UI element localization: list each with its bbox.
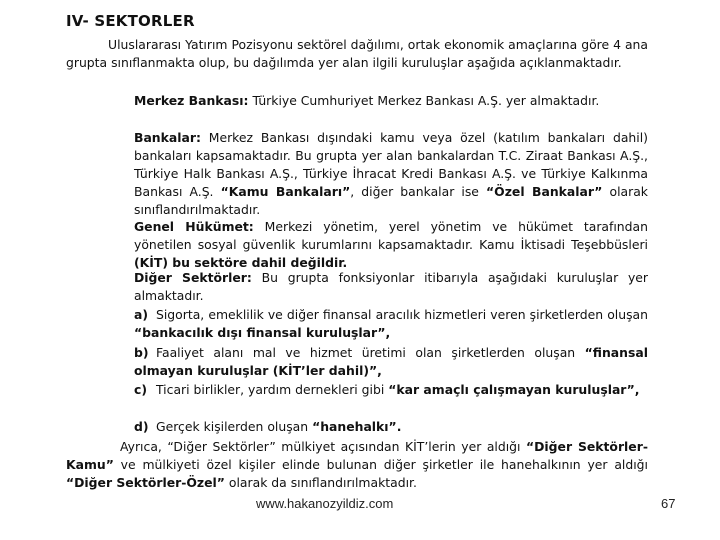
diger-sektorler-kamu-term: “Diğer Sektörler-Kamu”: [66, 439, 648, 472]
intro-paragraph: Uluslararası Yatırım Pozisyonu sektörel dağılımı, ortak ekonomik amaçlarına göre 4 ana grupta sınıflanmakta olup, bu dağılımda yer alan ilgili kuruluşlar aşağıda açıklanmaktadır.: [66, 37, 648, 70]
list-bold-b: “finansal olmayan kuruluşlar (KİT’ler dahil)”,: [134, 345, 648, 378]
list-item-c: [134, 381, 648, 399]
list-label-d: d): [134, 419, 149, 434]
closing-text-2: ve mülkiyeti özel kişiler elinde bulunan diğer şirketler ile hanehalkının yer aldığı: [120, 457, 648, 472]
list-label-c: c): [134, 382, 148, 397]
merkez-bankasi-text: Türkiye Cumhuriyet Merkez Bankası A.Ş. yer almaktadır.: [252, 93, 600, 108]
list-text-c: Ticari birlikler, yardım dernekleri gibi: [156, 382, 385, 397]
diger-sektorler-ozel-term: “Diğer Sektörler-Özel”: [66, 475, 225, 490]
genel-hukumet-text: Merkezi yönetim, yerel yönetim ve hükümet tarafından yönetilen sosyal güvenlik kurumlarını kapsamaktadır. Kamu İktisadi Teşebbüsleri: [134, 219, 648, 252]
list-bold-d: “hanehalkı”.: [312, 419, 402, 434]
list-item-b: [134, 344, 648, 380]
list-text-d: Gerçek kişilerden oluşan: [156, 419, 309, 434]
list-bold-c: “kar amaçlı çalışmayan kuruluşlar”,: [388, 382, 640, 397]
list-item-a: [134, 306, 648, 342]
list-item-d: [134, 418, 648, 436]
diger-sektorler-paragraph: [134, 269, 648, 305]
list-text-b: Faaliyet alanı mal ve hizmet üretimi olan şirketlerden oluşan: [156, 345, 576, 360]
bankalar-paragraph: [134, 129, 648, 219]
list-label-a: a): [134, 307, 149, 322]
list-label-b: b): [134, 345, 149, 360]
page-number: 67: [661, 496, 676, 511]
bankalar-text-2: , diğer bankalar ise: [350, 184, 479, 199]
ozel-bankalar-term: “Özel Bankalar”: [486, 184, 603, 199]
section-title: IV- SEKTORLER: [66, 12, 195, 30]
diger-sektorler-text: Bu grupta fonksiyonlar itibarıyla aşağıdaki kuruluşlar yer almaktadır.: [134, 270, 648, 303]
kit-note: (KİT) bu sektöre dahil değildir.: [134, 255, 348, 270]
bankalar-heading: Bankalar:: [134, 130, 201, 145]
kamu-bankalari-term: “Kamu Bankaları”: [220, 184, 351, 199]
genel-hukumet-heading: Genel Hükümet:: [134, 219, 254, 234]
merkez-bankasi-heading: Merkez Bankası:: [134, 93, 249, 108]
genel-hukumet-paragraph: [134, 218, 648, 272]
bankalar-text-3: olarak sınıflandırılmaktadır.: [134, 184, 648, 217]
diger-sektorler-heading: Diğer Sektörler:: [134, 270, 252, 285]
closing-text-1: Ayrıca, “Diğer Sektörler” mülkiyet açısından KİT’lerin yer aldığı: [120, 439, 521, 454]
list-bold-a: “bankacılık dışı finansal kuruluşlar”,: [134, 325, 391, 340]
closing-text-3: olarak da sınıflandırılmaktadır.: [228, 475, 417, 490]
merkez-bankasi-paragraph: [134, 92, 648, 110]
closing-paragraph: [66, 438, 648, 492]
bankalar-text: Merkez Bankası dışındaki kamu veya özel (katılım bankaları dahil) bankaları kapsamaktadır. Bu grupta yer alan bankalardan T.C. Ziraat Bankası A.Ş., Türkiye Halk Bankası A.Ş., Türkiye İhracat Kredi Bankası A.Ş. ve Türkiye Kalkınma Bankası A.Ş.: [134, 130, 648, 199]
footer-website: www.hakanozyildiz.com: [256, 496, 394, 511]
list-text-a: Sigorta, emeklilik ve diğer finansal aracılık hizmetleri veren şirketlerden oluşan: [156, 307, 648, 322]
